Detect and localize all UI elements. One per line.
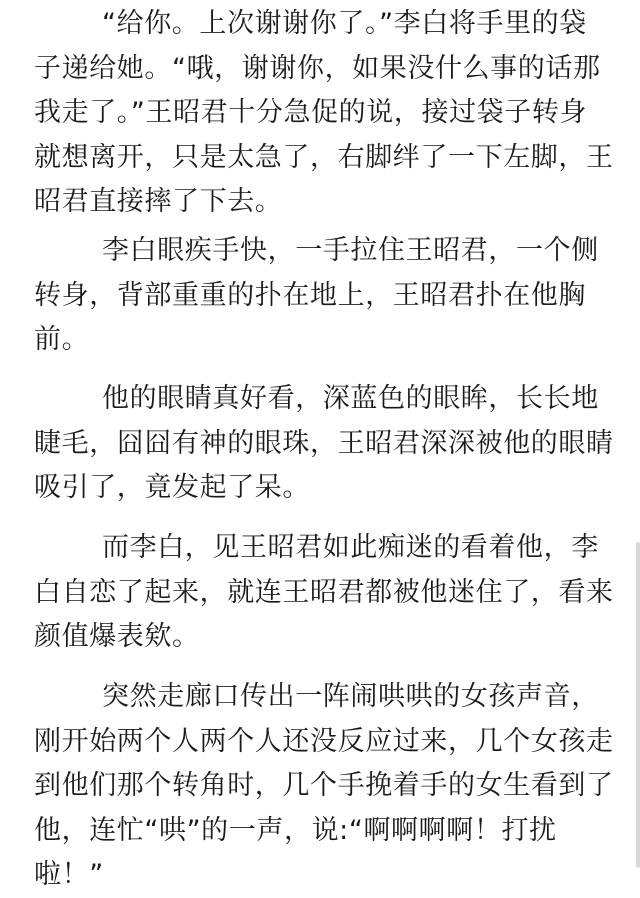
paragraph-1: “给你。上次谢谢你了。”李白将手里的袋子递给她。“哦，谢谢你，如果没什么事的话那我走了。”王昭君十分急促的说，接过袋子转身就想离开，只是太急了，右脚绊了一下左脚，王昭君直接摔了下去。 (34, 8, 614, 217)
vertical-scrollbar[interactable] (636, 542, 640, 868)
paragraph-4: 而李白，见王昭君如此痴迷的看着他，李白自恋了起来，就连王昭君都被他迷住了，看来颜值爆表欸。 (34, 532, 614, 652)
paragraph-3: 他的眼睛真好看，深蓝色的眼眸，长长地睫毛，囧囧有神的眼珠，王昭君深深被他的眼睛吸引了，竟发起了呆。 (34, 383, 614, 503)
paragraph-2: 李白眼疾手快，一手拉住王昭君，一个侧转身，背部重重的扑在地上，王昭君扑在他胸前。 (34, 235, 599, 355)
paragraph-5: 突然走廊口传出一阵闹哄哄的女孩声音， 刚开始两个人两个人还没反应过来，几个女孩走到他们那个转角时，几个手挽着手的女生看到了他，连忙“哄”的一声，说:“啊啊啊啊！打扰啦！” (34, 681, 614, 890)
